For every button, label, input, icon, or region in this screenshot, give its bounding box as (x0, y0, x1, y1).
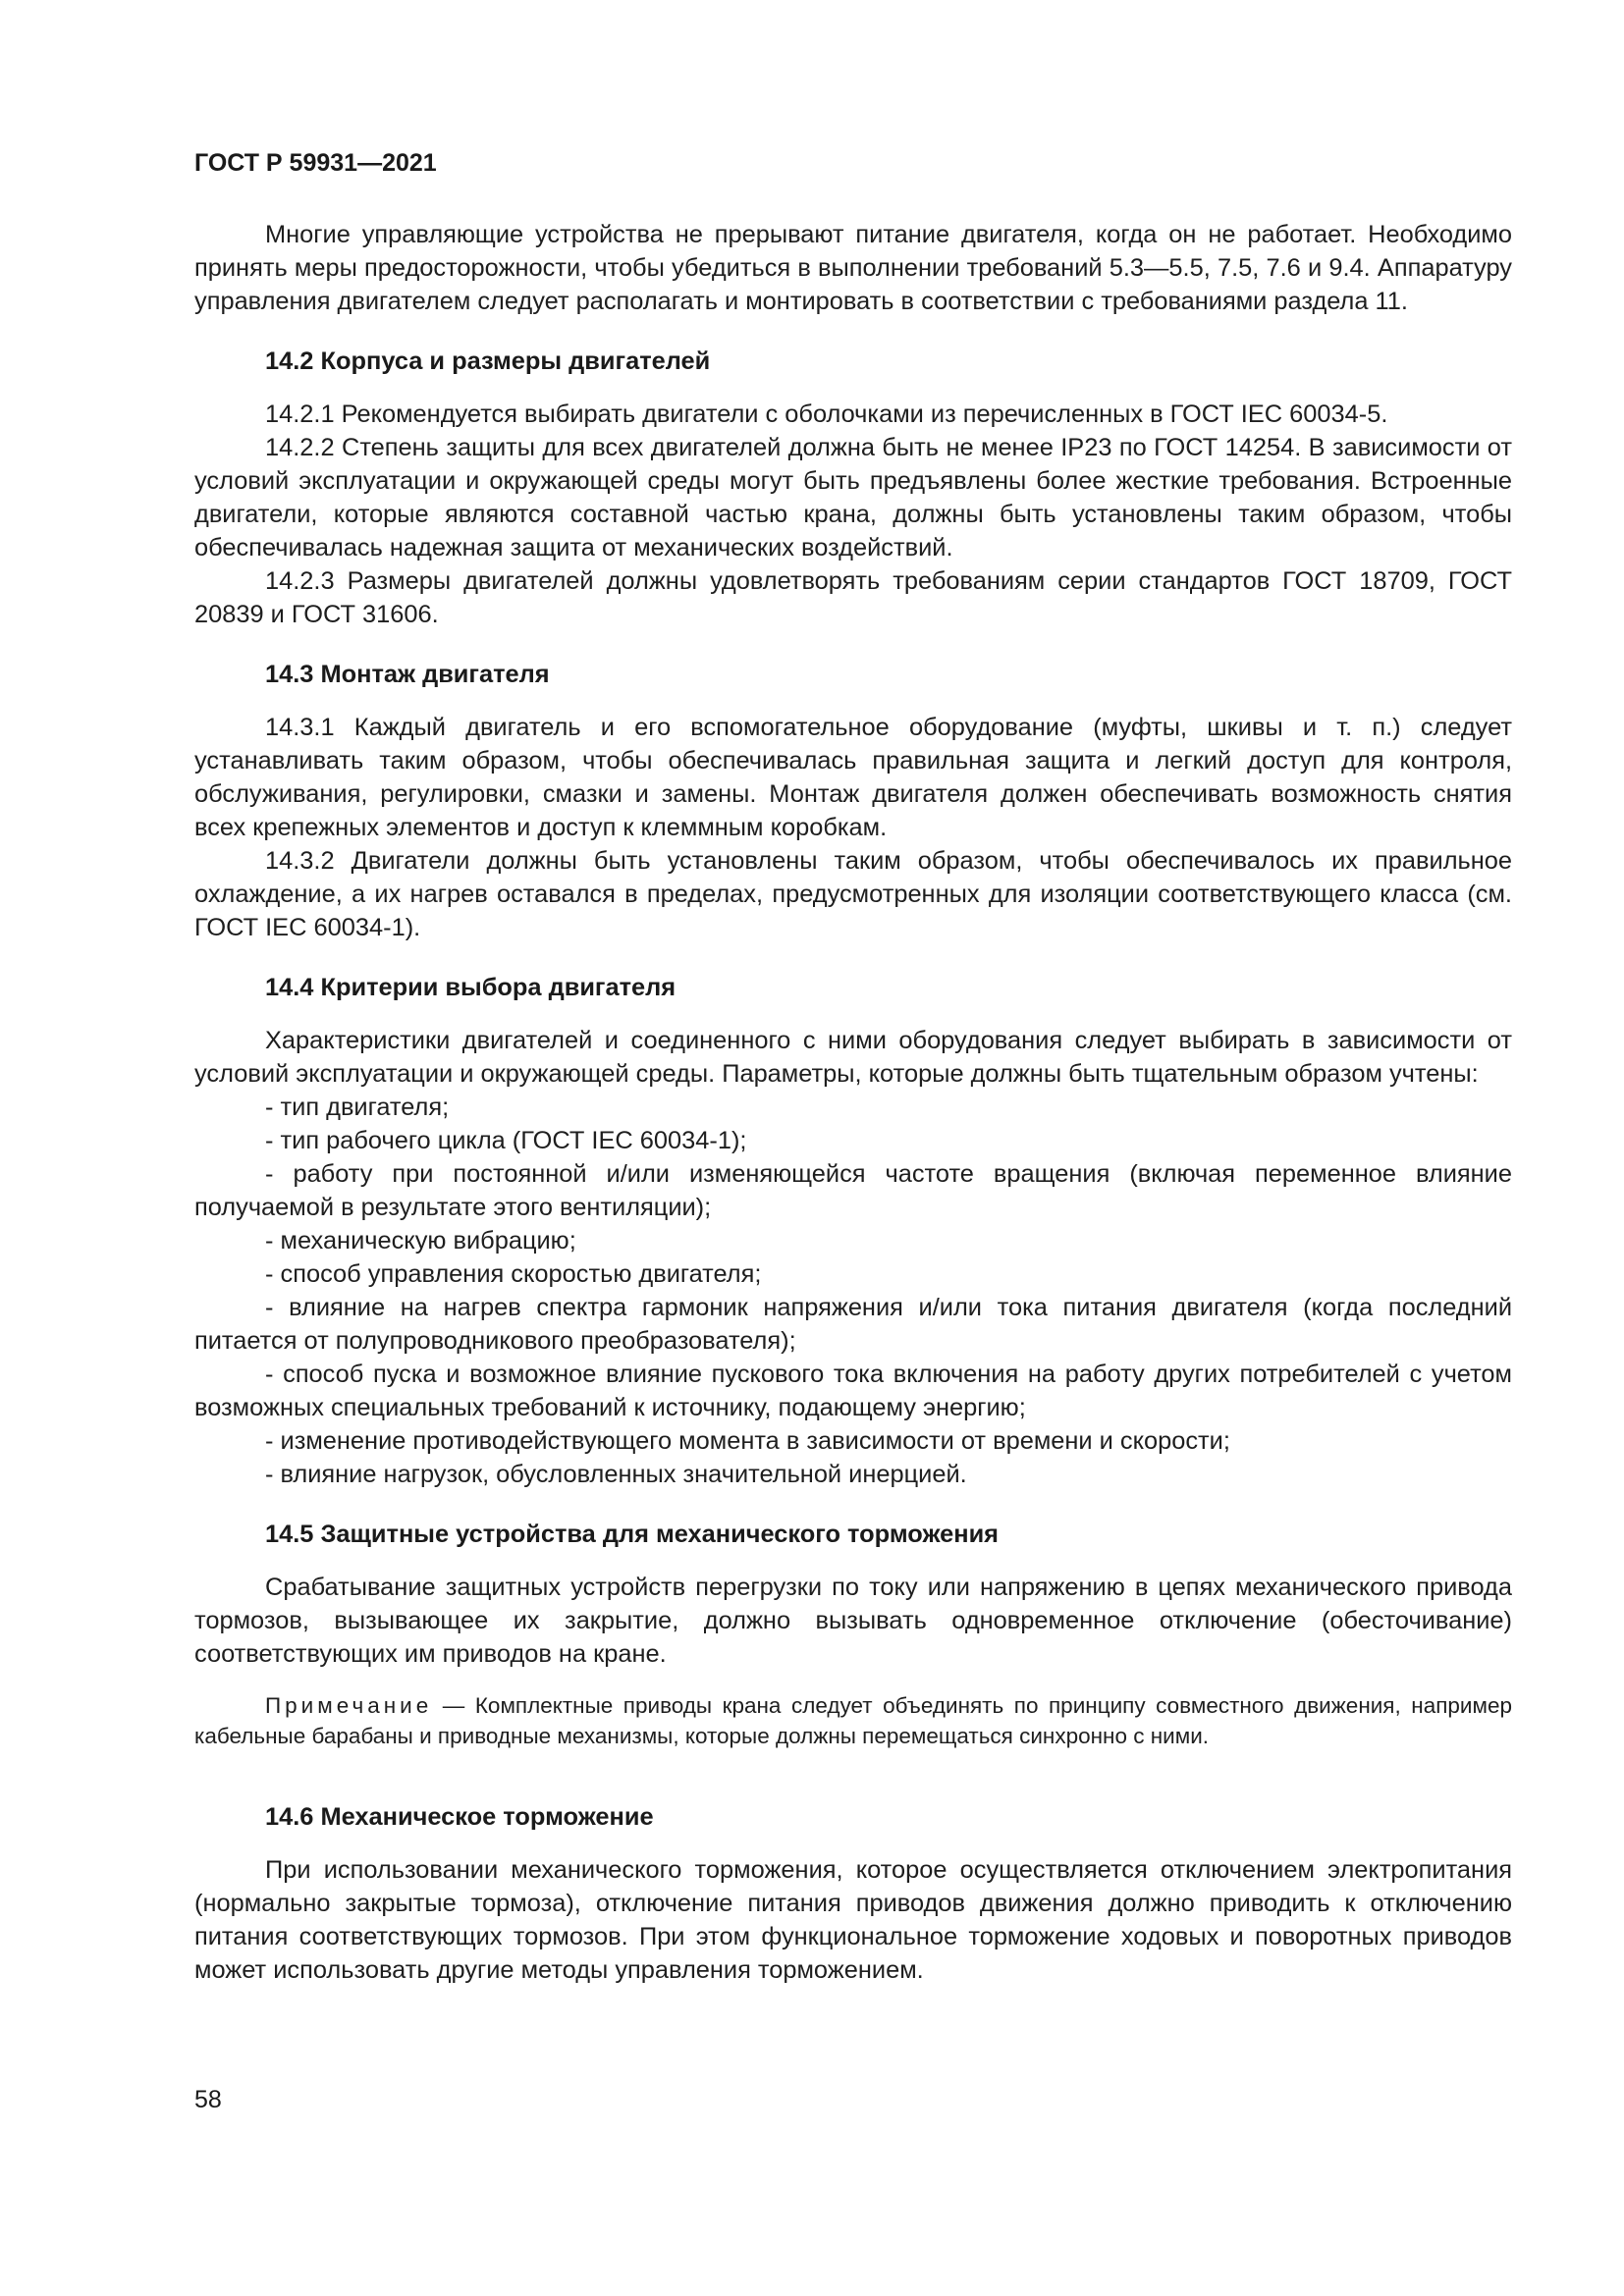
note-block (194, 1690, 1512, 1751)
section-14-2-heading: 14.2 Корпуса и размеры двигателей (265, 347, 711, 375)
paragraph-14-3-1: 14.3.1 Каждый двигатель и его вспомогательное оборудование (муфты, шкивы и т. п.) следует устанавливать таким образом, чтобы обеспечивалась правильная защита и легкий доступ для контроля, обслуживания, регулировки, смазки и замены. Монтаж двигателя должен обеспечивать возможность снятия всех крепежных элементов и доступ к клеммным коробкам. (194, 714, 1512, 841)
list-item: - способ управления скоростью двигателя; (265, 1260, 762, 1288)
note-text: — Комплектные приводы крана следует объединять по принципу совместного движения, например кабельные барабаны и приводные механизмы, которые должны перемещаться синхронно с ними. (194, 1693, 1512, 1748)
list-item: - тип двигателя; (265, 1094, 450, 1121)
paragraph-14-2-3: 14.2.3 Размеры двигателей должны удовлетворять требованиям серии стандартов ГОСТ 18709, ГОСТ 20839 и ГОСТ 31606. (194, 567, 1512, 628)
note-label: Примечание (265, 1693, 433, 1718)
section-14-5-heading: 14.5 Защитные устройства для механического торможения (265, 1521, 1000, 1548)
list-item: - влияние нагрузок, обусловленных значительной инерцией. (265, 1461, 967, 1488)
paragraph-14-2-1: 14.2.1 Рекомендуется выбирать двигатели с оболочками из перечисленных в ГОСТ IEC 60034-5. (265, 400, 1388, 428)
section-14-3-heading: 14.3 Монтаж двигателя (265, 661, 550, 688)
page-content (194, 218, 1512, 1987)
list-item: - способ пуска и возможное влияние пускового тока включения на работу других потребителей с учетом возможных специальных требований к источнику, подающему энергию; (194, 1361, 1512, 1421)
page-number: 58 (194, 2086, 222, 2113)
section-14-4-heading: 14.4 Критерии выбора двигателя (265, 974, 677, 1001)
paragraph-14-5: Срабатывание защитных устройств перегрузки по току или напряжению в цепях механического привода тормозов, вызывающее их закрытие, должно вызывать одновременное отключение (обесточивание) соответствующих им приводов на кране. (194, 1574, 1512, 1668)
list-item: - работу при постоянной и/или изменяющейся частоте вращения (включая переменное влияние получаемой в результате этого вентиляции); (194, 1160, 1512, 1221)
list-item: - тип рабочего цикла (ГОСТ IEC 60034-1); (265, 1127, 747, 1154)
list-item: - механическую вибрацию; (265, 1227, 576, 1255)
list-item: - влияние на нагрев спектра гармоник напряжения и/или тока питания двигателя (когда последний питается от полупроводникового преобразователя); (194, 1294, 1512, 1355)
paragraph-14-3-2: 14.3.2 Двигатели должны быть установлены таким образом, чтобы обеспечивалось их правильное охлаждение, а их нагрев оставался в пределах, предусмотренных для изоляции соответствующего класса (см. ГОСТ IEC 60034-1). (194, 847, 1512, 941)
paragraph-14-4-intro: Характеристики двигателей и соединенного с ними оборудования следует выбирать в зависимости от условий эксплуатации и окружающей среды. Параметры, которые должны быть тщательным образом учтены: (194, 1027, 1512, 1088)
section-14-6-heading: 14.6 Механическое торможение (265, 1803, 654, 1831)
document-header: ГОСТ Р 59931—2021 (194, 149, 437, 177)
list-item: - изменение противодействующего момента в зависимости от времени и скорости; (265, 1427, 1230, 1455)
intro-paragraph: Многие управляющие устройства не прерывают питание двигателя, когда он не работает. Необходимо принять меры предосторожности, чтобы убедиться в выполнении требований 5.3—5.5, 7.5, 7.6 и 9.4. Аппаратуру управления двигателем следует располагать и монтировать в соответствии с требованиями раздела 11. (194, 221, 1512, 315)
paragraph-14-2-2: 14.2.2 Степень защиты для всех двигателей должна быть не менее IP23 по ГОСТ 14254. В зависимости от условий эксплуатации и окружающей среды могут быть предъявлены более жесткие требования. Встроенные двигатели, которые являются составной частью крана, должны быть установлены таким образом, чтобы обеспечивалась надежная защита от механических воздействий. (194, 434, 1512, 561)
paragraph-14-6: При использовании механического торможения, которое осуществляется отключением электропитания (нормально закрытые тормоза), отключение питания приводов движения должно приводить к отключению питания соответствующих тормозов. При этом функциональное торможение ходовых и поворотных приводов может использовать другие методы управления торможением. (194, 1856, 1512, 1984)
